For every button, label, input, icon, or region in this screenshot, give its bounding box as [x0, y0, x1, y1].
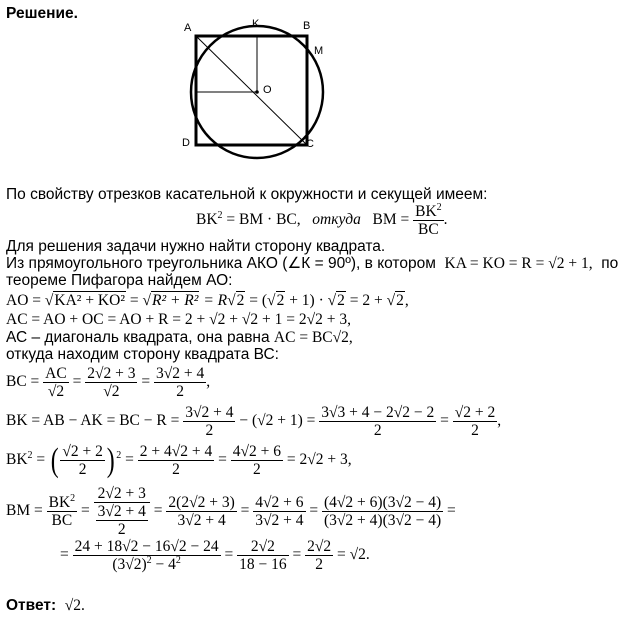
label-k: K	[252, 18, 260, 30]
diagonal-ac	[196, 36, 307, 145]
center-point	[255, 90, 259, 94]
paragraph-diagonal: АС – диагональ квадрата, она равна AC = BC√2,	[6, 329, 353, 346]
label-o: O	[263, 84, 272, 96]
paragraph-tangent-property: По свойству отрезков касательной к окружности и секущей имеем:	[6, 186, 488, 203]
answer: Ответ: √2.	[6, 597, 85, 614]
paragraph-find-bc: откуда находим сторону квадрата ВС:	[6, 346, 279, 363]
solution-heading: Решение.	[6, 5, 78, 22]
equation-bc: BC = $\frac{AC}{√2}$ = $\frac{2√2 + 3}{√2}$ = $\frac{3√2 + 4}{2}$ ,	[6, 365, 211, 400]
label-b: B	[303, 20, 311, 32]
equation-bk: BK = AB − AK = BC − R = $\frac{3√2 + 4}{2}$ − (√2 + 1) = $\frac{3√3 + 4 - 2√2 - 2}{2}$ = $\frac{√2 + 2}{2}$ ,	[6, 404, 502, 439]
equation-ao: AO = √KA² + KO² = √R² + R² = R√2 = (√2 + 1) · √2 = 2 + √2,	[6, 292, 409, 309]
paragraph-pythagoras: теореме Пифагора найдем АО:	[6, 272, 233, 289]
equation-bm: BM = $\frac{BK^2}{BC}$ = $\frac{2√2 + 3}{\frac{3√2 + 4}{2}}$ = $\frac{2(2√2 + 3)}{3√2 + 4}$ = $\frac{4√2 + 6}{3√2 + 4}$ = $\frac{(4√2 + 6)(3√2 - 4)}{(3√2 + 4)(3√2 - 4)}$ =	[6, 485, 456, 538]
label-m: M	[314, 45, 324, 57]
label-d: D	[182, 137, 190, 149]
paragraph-triangle-ako: Из прямоугольного треугольника АКО (∠К = 90º), в котором KA = KO = R = √2 + 1, по	[6, 255, 618, 272]
geometry-figure	[175, 15, 335, 160]
label-a: A	[184, 22, 192, 34]
equation-tangent-secant: $BK^2$ = BM · BC, откуда BM = $\frac{BK^2}{BC}$ .	[196, 202, 448, 238]
paragraph-find-side: Для решения задачи нужно найти сторону квадрата.	[6, 238, 386, 255]
equation-bm-continued: = $\frac{24 + 18√2 - 16√2 - 24}{(3√2)^2 - 4^2}$ = $\frac{2√2}{18 - 16}$ = $\frac{2√2}{2}$ = √2.	[60, 538, 370, 573]
equation-ac: AC = AO + OC = AO + R = 2 + √2 + √2 + 1 = 2√2 + 3,	[6, 311, 352, 328]
label-c: C	[306, 138, 314, 150]
equation-bk-squared: $BK^2$ = ( $\frac{√2 + 2}{2}$ ) $^2$ = $\frac{2 + 4√2 + 4}{2}$ = $\frac{4√2 + 6}{2}$ = 2√2 + 3,	[6, 441, 352, 479]
